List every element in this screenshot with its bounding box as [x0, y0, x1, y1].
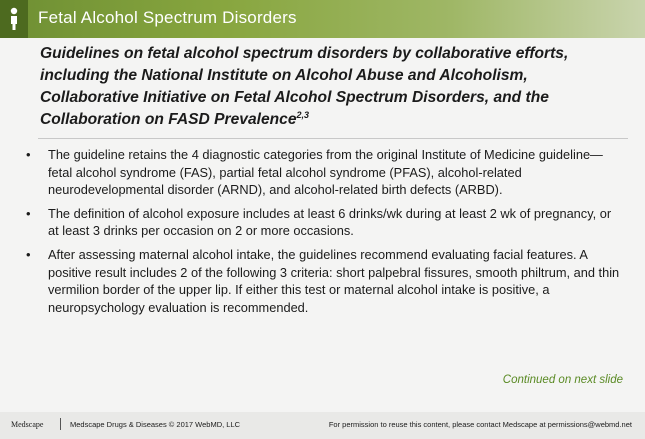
footer [0, 412, 645, 439]
subtitle-refs: 2,3 [296, 109, 310, 120]
bullet-text: The guideline retains the 4 diagnostic categories from the original Institute of Medicine guideline—fetal alcohol syndrome (FAS), partial fetal alcohol syndrome (PFAS), alcohol-related neurodevelopmental disorder (ARND), and alcohol-related birth defects (ARBD). [48, 147, 603, 198]
bullet-dot: • [26, 246, 31, 262]
subtitle-text: Guidelines on fetal alcohol spectrum disorders by collaborative efforts, including the National Institute on Alcohol Abuse and Alcoholism, Collaborative Initiative on Fetal Alcohol Spectrum Disorders, and the Collaboration on FASD Prevalence [40, 45, 569, 128]
logo-badge [0, 0, 28, 38]
header-bar [0, 0, 645, 38]
bullet-dot: • [26, 147, 31, 162]
footer-permission: For permission to reuse this content, please contact Medscape at permissions@webmd.net [328, 420, 632, 429]
bullet-text: After assessing maternal alcohol intake, the guidelines recommend evaluating facial features. A positive result includes 2 of the following 3 criteria: short palpebral fissures, smooth philtrum, and thin vermilion border of the upper lip. If either this test or maternal alcohol intake is positive, a neuropsychology evaluation is recommended. [48, 246, 620, 315]
footer-brand: Medscape [11, 420, 44, 429]
slide-subtitle [40, 43, 600, 131]
header-title: Fetal Alcohol Spectrum Disorders [38, 8, 297, 27]
person-icon [7, 7, 21, 31]
bullet-list [24, 146, 624, 322]
footer-separator [60, 418, 61, 430]
continued-label: Continued on next slide [502, 374, 623, 386]
divider [38, 138, 628, 139]
bullet-item [24, 146, 624, 199]
bullet-text: The definition of alcohol exposure includes at least 6 drinks/wk during at least 2 wk of pregnancy, or at least 3 drinks per occasion on 2 or more occasions. [48, 205, 612, 239]
footer-copyright: Medscape Drugs & Diseases © 2017 WebMD, LLC [70, 420, 241, 429]
bullet-item [24, 205, 624, 240]
bullet-item [24, 246, 624, 316]
bullet-dot: • [26, 205, 31, 221]
